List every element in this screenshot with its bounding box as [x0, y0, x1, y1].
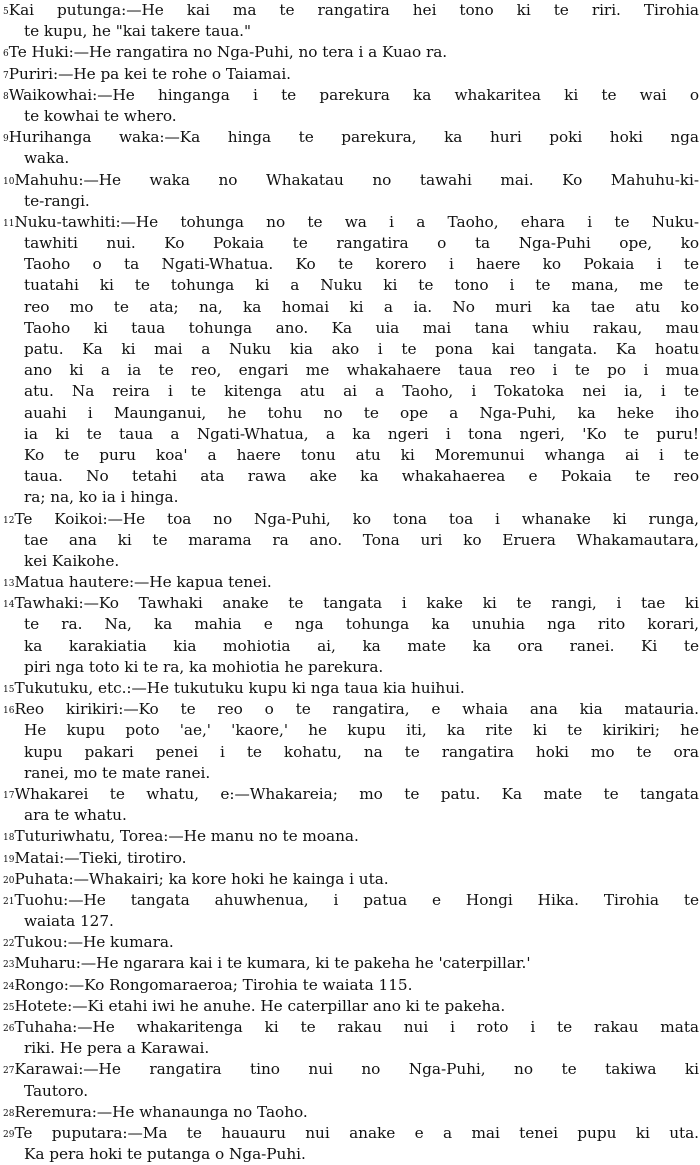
footnote-number: 11	[3, 218, 15, 229]
footnote-text: Tuturiwhatu, Torea:—He manu no te moana.	[14, 827, 359, 846]
footnote-text: tawhiti nui. Ko Pokaia te rangatira o ta Nga-Puhi ope, ko	[24, 234, 699, 253]
footnote-12	[3, 509, 699, 573]
footnote-text: tae ana ki te marama ra ano. Tona uri ko Eruera Whakamautara,	[24, 530, 699, 549]
footnote-line	[3, 1059, 699, 1080]
footnote-line	[3, 42, 699, 63]
footnote-line	[3, 784, 699, 805]
footnote-line	[3, 254, 699, 275]
footnote-text: Matai:—Tieki, tirotiro.	[14, 848, 187, 867]
footnote-line	[3, 0, 699, 21]
footnote-text: Te Huki:—He rangatira no Nga-Puhi, no tera i a Kuao ra.	[8, 43, 448, 62]
footnote-line	[3, 530, 699, 551]
footnote-number: 21	[3, 896, 15, 907]
footnote-text: te kowhai te whero.	[24, 106, 177, 125]
footnote-13	[3, 572, 699, 593]
footnote-line	[3, 191, 699, 212]
footnote-8	[3, 85, 699, 127]
footnote-text: te kupu, he "kai takere taua."	[24, 22, 251, 41]
footnote-text: Tukutuku, etc.:—He tukutuku kupu ki nga taua kia huihui.	[14, 679, 465, 697]
footnote-number: 24	[3, 981, 15, 992]
footnote-line	[3, 148, 699, 169]
footnote-26	[3, 1017, 699, 1059]
footnote-text: riki. He pera a Karawai.	[24, 1039, 210, 1058]
footnote-text: reo mo te ata; na, ka homai ki a ia. No muri ka tae atu ko	[24, 297, 699, 316]
footnote-text: Reo kirikiri:—Ko te reo o te rangatira, e whaia ana kia matauria.	[14, 700, 699, 719]
footnote-text: ra; na, ko ia i hinga.	[24, 488, 179, 507]
footnote-line	[3, 360, 699, 381]
footnote-number: 7	[3, 70, 9, 81]
footnote-line	[3, 869, 699, 890]
footnote-28	[3, 1102, 699, 1123]
footnote-line	[3, 21, 699, 42]
footnote-7	[3, 64, 699, 85]
footnote-line	[3, 1144, 699, 1165]
footnote-text: Tautoro.	[24, 1081, 89, 1100]
footnote-line	[3, 742, 699, 763]
footnote-number: 8	[3, 91, 9, 102]
footnote-line	[3, 636, 699, 657]
footnote-line	[3, 127, 699, 148]
footnote-number: 18	[3, 833, 15, 844]
footnote-text: ranei, mo te mate ranei.	[24, 763, 211, 782]
footnote-line	[3, 657, 699, 678]
footnote-9	[3, 127, 699, 169]
footnote-text: waka.	[24, 149, 70, 168]
footnote-number: 16	[3, 706, 15, 717]
footnote-text: Puhata:—Whakairi; ka kore hoki he kainga i uta.	[14, 869, 389, 888]
footnote-text: Karawai:—He rangatira tino nui no Nga-Puhi, no te takiwa ki	[14, 1060, 699, 1079]
footnote-16	[3, 699, 699, 784]
footnote-number: 5	[3, 7, 9, 17]
footnote-line	[3, 1017, 699, 1038]
footnote-11	[3, 212, 699, 509]
footnote-15	[3, 678, 699, 699]
footnote-line	[3, 720, 699, 741]
footnote-line	[3, 911, 699, 932]
footnote-text: Ka pera hoki te putanga o Nga-Puhi.	[24, 1145, 306, 1164]
footnote-text: atu. Na reira i te kitenga atu ai a Taoho, i Tokatoka nei ia, i te	[24, 382, 699, 401]
footnote-number: 28	[3, 1108, 15, 1119]
footnote-line	[3, 1123, 699, 1144]
footnote-text: ka karakiatia kia mohiotia ai, ka mate ka ora ranei. Ki te	[24, 636, 699, 655]
footnote-text: tuatahi ki te tohunga ki a Nuku ki te tono i te mana, me te	[24, 276, 699, 295]
footnote-21	[3, 890, 699, 932]
footnote-22	[3, 932, 699, 953]
footnote-number: 20	[3, 875, 15, 886]
footnote-29	[3, 1123, 699, 1165]
footnote-line	[3, 848, 699, 869]
footnote-line	[3, 1038, 699, 1059]
footnote-line	[3, 381, 699, 402]
footnote-line	[3, 593, 699, 614]
footnote-line	[3, 1102, 699, 1123]
footnote-text: Puriri:—He pa kei te rohe o Taiamai.	[8, 64, 291, 83]
footnote-text: Te Koikoi:—He toa no Nga-Puhi, ko tona toa i whanake ki runga,	[14, 509, 699, 528]
footnote-number: 26	[3, 1024, 15, 1034]
footnote-text: Tuohu:—He tangata ahuwhenua, i patua e Hongi Hika. Tirohia te	[14, 890, 699, 909]
footnote-number: 19	[3, 854, 15, 865]
footnotes-list	[3, 0, 699, 1165]
footnote-24	[3, 975, 699, 996]
footnote-number: 13	[3, 579, 15, 590]
footnote-text: Ko te puru koa' a haere tonu atu ki Moremunui whanga ai i te	[24, 445, 699, 464]
footnote-text: kupu pakari penei i te kohatu, na te rangatira hoki mo te ora	[24, 742, 699, 761]
footnote-23	[3, 953, 699, 974]
footnote-14	[3, 593, 699, 678]
footnote-number: 9	[3, 134, 9, 145]
footnote-line	[3, 64, 699, 85]
footnote-number: 14	[3, 600, 15, 611]
footnote-number: 23	[3, 960, 15, 971]
footnote-text: patu. Ka ki mai a Nuku kia ako i te pona kai tangata. Ka hoatu	[24, 340, 699, 358]
footnote-number: 22	[3, 939, 15, 950]
footnote-text: Rongo:—Ko Rongomaraeroa; Tirohia te waiata 115.	[14, 975, 413, 994]
footnote-line	[3, 170, 699, 191]
footnote-number: 29	[3, 1129, 15, 1140]
footnote-line	[3, 445, 699, 466]
footnote-line	[3, 890, 699, 911]
footnote-line	[3, 678, 699, 699]
footnote-text: Nuku-tawhiti:—He tohunga no te wa i a Taoho, ehara i te Nuku-	[14, 212, 699, 231]
footnote-18	[3, 826, 699, 847]
footnote-text: taua. No tetahi ata rawa ake ka whakahaerea e Pokaia te reo	[24, 467, 699, 486]
footnote-line	[3, 1081, 699, 1102]
footnote-17	[3, 784, 699, 826]
footnote-text: Mahuhu:—He waka no Whakatau no tawahi mai. Ko Mahuhu-ki-	[14, 170, 699, 189]
footnote-line	[3, 551, 699, 572]
footnote-line	[3, 487, 699, 508]
footnote-5	[3, 0, 699, 42]
footnote-text: waiata 127.	[24, 912, 114, 931]
footnote-line	[3, 699, 699, 720]
footnote-text: Waikowhai:—He hinganga i te parekura ka whakaritea ki te wai o	[8, 85, 699, 104]
footnote-text: ano ki a ia te reo, engari me whakahaere taua reo i te po i mua	[24, 361, 699, 380]
footnote-line	[3, 614, 699, 635]
footnote-line	[3, 805, 699, 826]
footnote-line	[3, 763, 699, 784]
footnote-line	[3, 212, 699, 233]
footnote-text: Reremura:—He whanaunga no Taoho.	[14, 1102, 308, 1121]
footnote-text: piri nga toto ki te ra, ka mohiotia he parekura.	[24, 657, 384, 676]
footnote-text: Matua hautere:—He kapua tenei.	[14, 573, 272, 592]
footnote-number: 25	[3, 1002, 15, 1013]
footnote-text: Muharu:—He ngarara kai i te kumara, ki te pakeha he 'caterpillar.'	[14, 954, 531, 973]
footnote-line	[3, 424, 699, 445]
footnote-text: ara te whatu.	[24, 806, 127, 825]
footnote-line	[3, 297, 699, 318]
footnote-number: 27	[3, 1066, 15, 1077]
footnote-line	[3, 403, 699, 424]
footnote-line	[3, 466, 699, 487]
footnote-line	[3, 85, 699, 106]
footnote-line	[3, 339, 699, 360]
footnote-line	[3, 975, 699, 996]
footnote-text: auahi i Maunganui, he tohu no te ope a Nga-Puhi, ka heke iho	[24, 403, 699, 422]
footnote-text: ia ki te taua a Ngati-Whatua, a ka ngeri i tona ngeri, 'Ko te puru!	[24, 424, 699, 443]
footnote-text: Whakarei te whatu, e:—Whakareia; mo te patu. Ka mate te tangata	[14, 784, 699, 803]
footnote-text: Tuhaha:—He whakaritenga ki te rakau nui i roto i te rakau mata	[14, 1018, 699, 1036]
footnote-text: Taoho o ta Ngati-Whatua. Ko te korero i haere ko Pokaia i te	[24, 255, 699, 274]
footnote-19	[3, 848, 699, 869]
footnote-line	[3, 572, 699, 593]
footnote-text: kei Kaikohe.	[24, 551, 120, 570]
footnote-25	[3, 996, 699, 1017]
footnote-line	[3, 932, 699, 953]
footnote-line	[3, 318, 699, 339]
footnote-text: Hurihanga waka:—Ka hinga te parekura, ka huri poki hoki nga	[8, 128, 699, 147]
footnote-number: 15	[3, 685, 15, 695]
footnote-text: He kupu poto 'ae,' 'kaore,' he kupu iti, ka rite ki te kirikiri; he	[24, 721, 699, 740]
footnote-number: 12	[3, 515, 15, 526]
footnote-20	[3, 869, 699, 890]
footnote-6	[3, 42, 699, 63]
footnote-text: te ra. Na, ka mahia e nga tohunga ka unuhia nga rito korari,	[24, 615, 699, 634]
footnote-line	[3, 826, 699, 847]
footnote-text: Hotete:—Ki etahi iwi he anuhe. He caterpillar ano ki te pakeha.	[14, 996, 506, 1015]
footnote-line	[3, 996, 699, 1017]
footnote-27	[3, 1059, 699, 1101]
footnote-text: Tawhaki:—Ko Tawhaki anake te tangata i kake ki te rangi, i tae ki	[14, 594, 699, 613]
footnote-text: te-rangi.	[24, 191, 90, 210]
footnote-text: Tukou:—He kumara.	[14, 933, 174, 952]
footnote-text: Kai putunga:—He kai ma te rangatira hei tono ki te riri. Tirohia	[8, 1, 699, 19]
footnote-line	[3, 953, 699, 974]
footnote-number: 6	[3, 49, 9, 60]
footnote-10	[3, 170, 699, 212]
footnote-line	[3, 106, 699, 127]
footnote-number: 17	[3, 790, 15, 801]
footnote-line	[3, 509, 699, 530]
footnote-text: Te puputara:—Ma te hauauru nui anake e a mai tenei pupu ki uta.	[14, 1123, 699, 1142]
footnote-line	[3, 275, 699, 296]
footnote-line	[3, 233, 699, 254]
footnote-text: Taoho ki taua tohunga ano. Ka uia mai tana whiu rakau, mau	[24, 318, 699, 337]
footnote-number: 10	[3, 176, 15, 187]
